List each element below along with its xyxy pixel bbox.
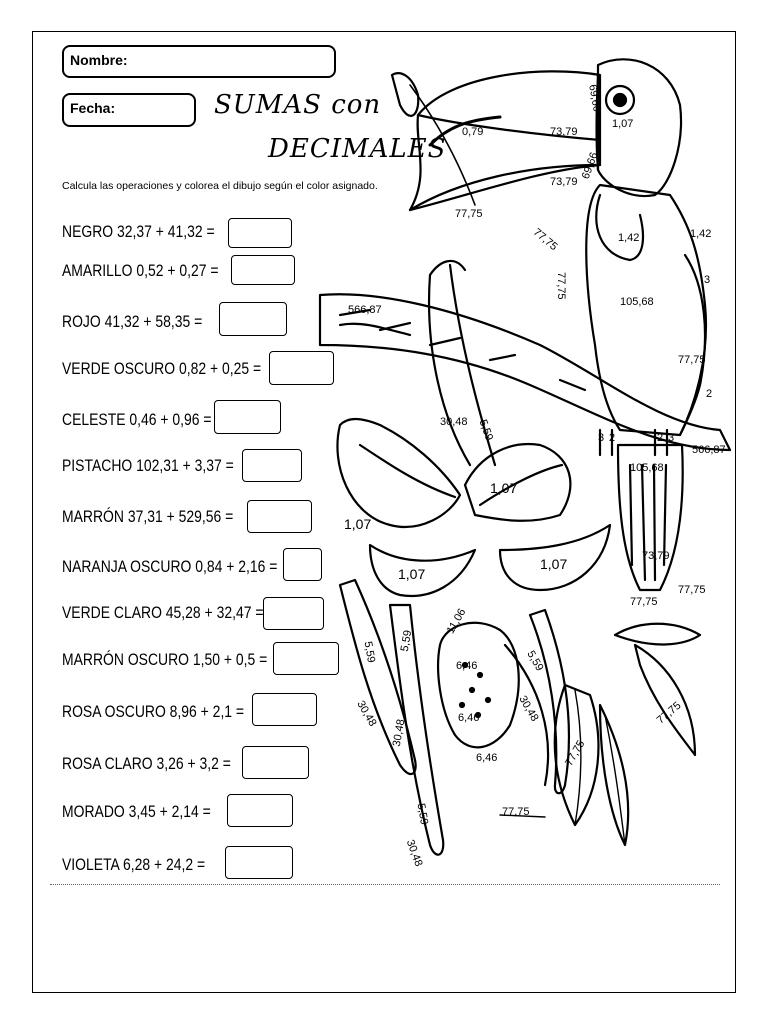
label-eye: 1,07 — [612, 118, 634, 130]
label-lip-b: 6,46 — [458, 712, 480, 724]
label-tail-top: 105,68 — [630, 462, 664, 474]
label-sepal-b: 5,59 — [398, 629, 415, 653]
operation-celeste: CELESTE 0,46 + 0,96 = — [62, 410, 212, 429]
label-tail: 73,79 — [642, 550, 670, 562]
label-beak-tip: 77,75 — [455, 208, 483, 220]
orchid-leaf-left — [337, 419, 460, 527]
label-leaf-a: 77,75 — [555, 272, 567, 300]
answer-box-morado[interactable] — [227, 794, 293, 827]
label-branch-b: 566,87 — [692, 444, 726, 456]
operation-negro: NEGRO 32,37 + 41,32 = — [62, 222, 215, 241]
answer-box-violeta[interactable] — [225, 846, 293, 879]
label-feet-d: 3 — [668, 432, 675, 444]
operation-rosa-oscuro: ROSA OSCURO 8,96 + 2,1 = — [62, 702, 245, 721]
operation-amarillo: AMARILLO 0,52 + 0,27 = — [62, 261, 219, 280]
operation-violeta: VIOLETA 6,28 + 24,2 = — [62, 855, 206, 874]
page-footer-line — [50, 884, 720, 886]
leaf-top-left — [392, 73, 418, 116]
label-stem-b: 5,59 — [476, 418, 496, 443]
label-feet-b: 2 — [609, 432, 616, 444]
label-belly: 105,68 — [620, 296, 654, 308]
operation-marron: MARRÓN 37,31 + 529,56 = — [62, 507, 234, 526]
label-petal-1: 1,07 — [344, 516, 372, 532]
operation-rojo: ROJO 41,32 + 58,35 = — [62, 312, 203, 331]
label-leaf-r4: 77,75 — [630, 596, 658, 608]
label-lip-a: 6,46 — [456, 660, 478, 672]
operation-verde-oscuro: VERDE OSCURO 0,82 + 0,25 = — [62, 359, 262, 378]
label-back-a: 3 — [704, 274, 711, 286]
label-sepal-d: 30,48 — [354, 698, 379, 729]
label-lip-c: 6,46 — [476, 752, 498, 764]
label-petal-4: 1,07 — [540, 556, 568, 572]
label-sepal-c: 5,59 — [524, 648, 546, 674]
date-field[interactable] — [62, 93, 196, 127]
operation-rosa-claro: ROSA CLARO 3,26 + 3,2 = — [62, 754, 231, 773]
answer-box-negro[interactable] — [228, 218, 292, 248]
operation-marron-oscuro: MARRÓN OSCURO 1,50 + 0,5 = — [62, 650, 268, 669]
label-sepal-h: 30,48 — [403, 838, 425, 869]
label-beak-c: 73,79 — [550, 176, 578, 188]
answer-box-rojo[interactable] — [219, 302, 287, 336]
label-head-b: 69,66 — [579, 150, 601, 181]
label-branch: 566,87 — [348, 304, 382, 316]
label-stem-a: 30,48 — [440, 416, 468, 428]
label-sepal-g: 5,59 — [414, 802, 431, 826]
operation-verde-claro: VERDE CLARO 45,28 + 32,47 = — [62, 603, 264, 622]
orchid-lip — [438, 623, 519, 748]
answer-box-pistacho[interactable] — [242, 449, 302, 482]
label-feet-a: 3 — [598, 432, 605, 444]
instructions: Calcula las operaciones y colorea el dibujo según el color asignado. — [62, 180, 378, 192]
answer-box-rosa-claro[interactable] — [242, 746, 309, 779]
toucan-body — [586, 185, 706, 435]
label-petal-3: 1,07 — [398, 566, 426, 582]
operation-pistacho: PISTACHO 102,31 + 3,37 = — [62, 456, 234, 475]
operation-naranja-oscuro: NARANJA OSCURO 0,84 + 2,16 = — [62, 557, 278, 576]
label-sepal-a: 5,59 — [361, 640, 378, 664]
label-beak-a: 0,79 — [462, 126, 484, 138]
operation-morado: MORADO 3,45 + 2,14 = — [62, 802, 211, 821]
leaf-right-4 — [600, 705, 628, 845]
label-back-b: 77,75 — [678, 354, 706, 366]
leaf-right-1 — [615, 624, 700, 645]
label-leaf-b: 77,75 — [530, 226, 560, 254]
label-leaf-top: 77,75 — [678, 584, 706, 596]
answer-box-amarillo[interactable] — [231, 255, 295, 285]
label-feet-c: 2 — [657, 432, 664, 444]
label-beak-b: 73,79 — [550, 126, 578, 138]
label-neck: 1,42 — [690, 228, 712, 240]
answer-box-celeste[interactable] — [214, 400, 281, 434]
label-chest: 1,42 — [618, 232, 640, 244]
date-label: Fecha: — [70, 100, 116, 116]
label-leaf-r2: 77,75 — [563, 738, 588, 769]
label-head-a: 69,66 — [586, 83, 603, 113]
label-leaf-r1: 77,75 — [654, 699, 684, 727]
orchid-sepal-3 — [530, 610, 569, 793]
label-sepal-f: 30,48 — [516, 693, 541, 724]
label-sepal-e: 30,48 — [390, 718, 408, 748]
leaf-right-2 — [635, 645, 695, 755]
toucan-head — [598, 59, 681, 196]
name-label: Nombre: — [70, 52, 128, 68]
name-field[interactable] — [62, 45, 336, 78]
label-leaf-r3: 77,75 — [502, 806, 530, 818]
label-column: 11,06 — [444, 606, 469, 636]
label-petal-2: 1,07 — [490, 480, 518, 496]
orchid-sepal-1 — [340, 580, 416, 774]
worksheet-title-line2: DECIMALES — [268, 134, 447, 164]
toucan-beak — [410, 71, 600, 210]
toucan-orchid-drawing — [300, 45, 736, 885]
worksheet-title-line1: SUMAS con — [214, 90, 382, 120]
label-back-c: 2 — [706, 388, 713, 400]
